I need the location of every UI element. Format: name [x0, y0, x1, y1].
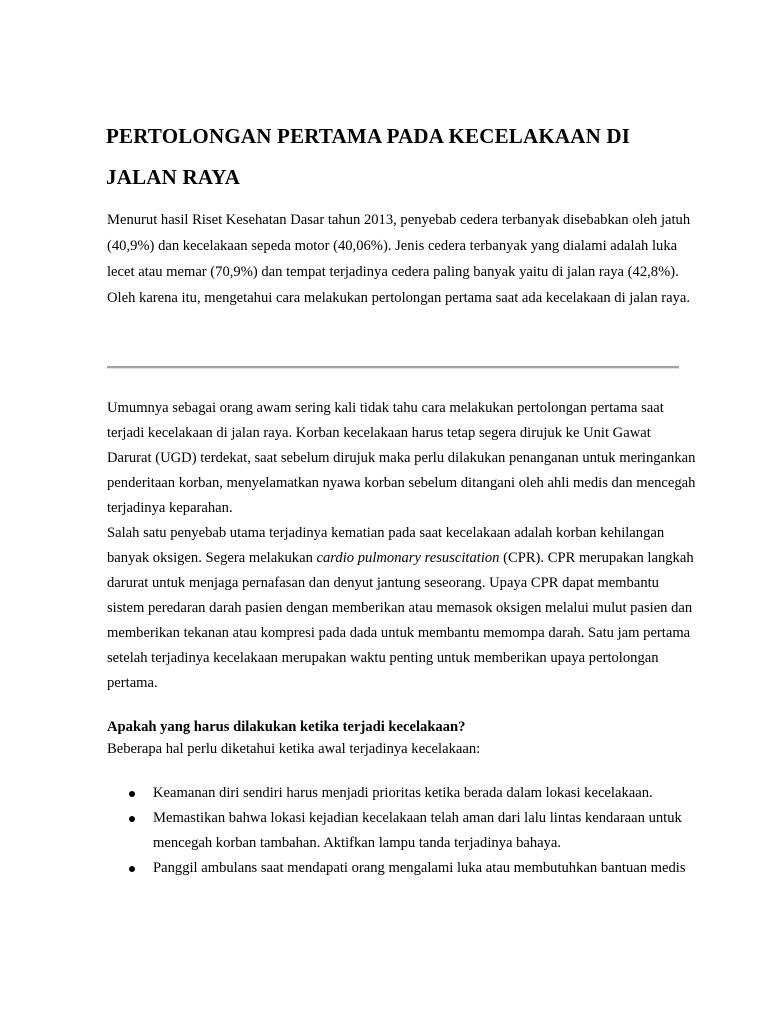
list-item	[107, 856, 697, 881]
list-item	[107, 806, 697, 856]
bullet-list	[107, 781, 697, 881]
bullet-icon	[129, 791, 135, 797]
horizontal-divider	[107, 366, 679, 369]
bullet-icon	[129, 866, 135, 872]
body-paragraph-2	[107, 521, 697, 696]
list-item-text: Keamanan diri sendiri harus menjadi prioritas ketika berada dalam lokasi kecelakaan.	[153, 785, 653, 801]
body-section	[107, 396, 697, 696]
cpr-term: cardio pulmonary resuscitation	[316, 550, 500, 566]
section-subheading: Apakah yang harus dilakukan ketika terjadi kecelakaan?	[107, 719, 466, 735]
body-paragraph-2-text-b: (CPR). CPR merupakan langkah darurat untuk menjaga pernafasan dan denyut jantung seseorang. Upaya CPR dapat membantu sistem peredaran darah pasien dengan memberikan atau memasok oksigen melalui mulut pasien dan memberikan tekanan atau kompresi pada dada untuk membantu memompa darah. Satu jam pertama setelah terjadinya kecelakaan merupakan waktu penting untuk memberikan upaya pertolongan pertama.	[107, 550, 694, 691]
section-lead: Beberapa hal perlu diketahui ketika awal terjadinya kecelakaan:	[107, 741, 481, 757]
list-item-text: Panggil ambulans saat mendapati orang mengalami luka atau membutuhkan bantuan medis	[153, 860, 686, 876]
list-item-text: Memastikan bahwa lokasi kejadian kecelakaan telah aman dari lalu lintas kendaraan untuk mencegah korban tambahan. Aktifkan lampu tanda terjadinya bahaya.	[153, 810, 682, 851]
document-title: PERTOLONGAN PERTAMA PADA KECELAKAAN DI JALAN RAYA	[106, 124, 631, 189]
body-paragraph-2-text-a: Salah satu penyebab utama terjadinya kematian pada saat kecelakaan adalah korban kehilangan banyak oksigen. Segera melakukan	[107, 525, 665, 566]
bullet-icon	[129, 816, 135, 822]
intro-paragraph: Menurut hasil Riset Kesehatan Dasar tahun 2013, penyebab cedera terbanyak disebabkan oleh jatuh (40,9%) dan kecelakaan sepeda motor (40,06%). Jenis cedera terbanyak yang dialami adalah luka lecet atau memar (70,9%) dan tempat terjadinya cedera paling banyak yaitu di jalan raya (42,8%). Oleh karena itu, mengetahui cara melakukan pertolongan pertama saat ada kecelakaan di jalan raya.	[107, 212, 691, 306]
body-paragraph-1: Umumnya sebagai orang awam sering kali tidak tahu cara melakukan pertolongan pertama saat terjadi kecelakaan di jalan raya. Korban kecelakaan harus tetap segera dirujuk ke Unit Gawat Darurat (UGD) terdekat, saat sebelum dirujuk maka perlu dilakukan penanganan untuk meringankan penderitaan korban, menyelamatkan nyawa korban sebelum ditangani oleh ahli medis dan mencegah terjadinya keparahan.	[107, 400, 696, 516]
list-item	[107, 781, 697, 806]
